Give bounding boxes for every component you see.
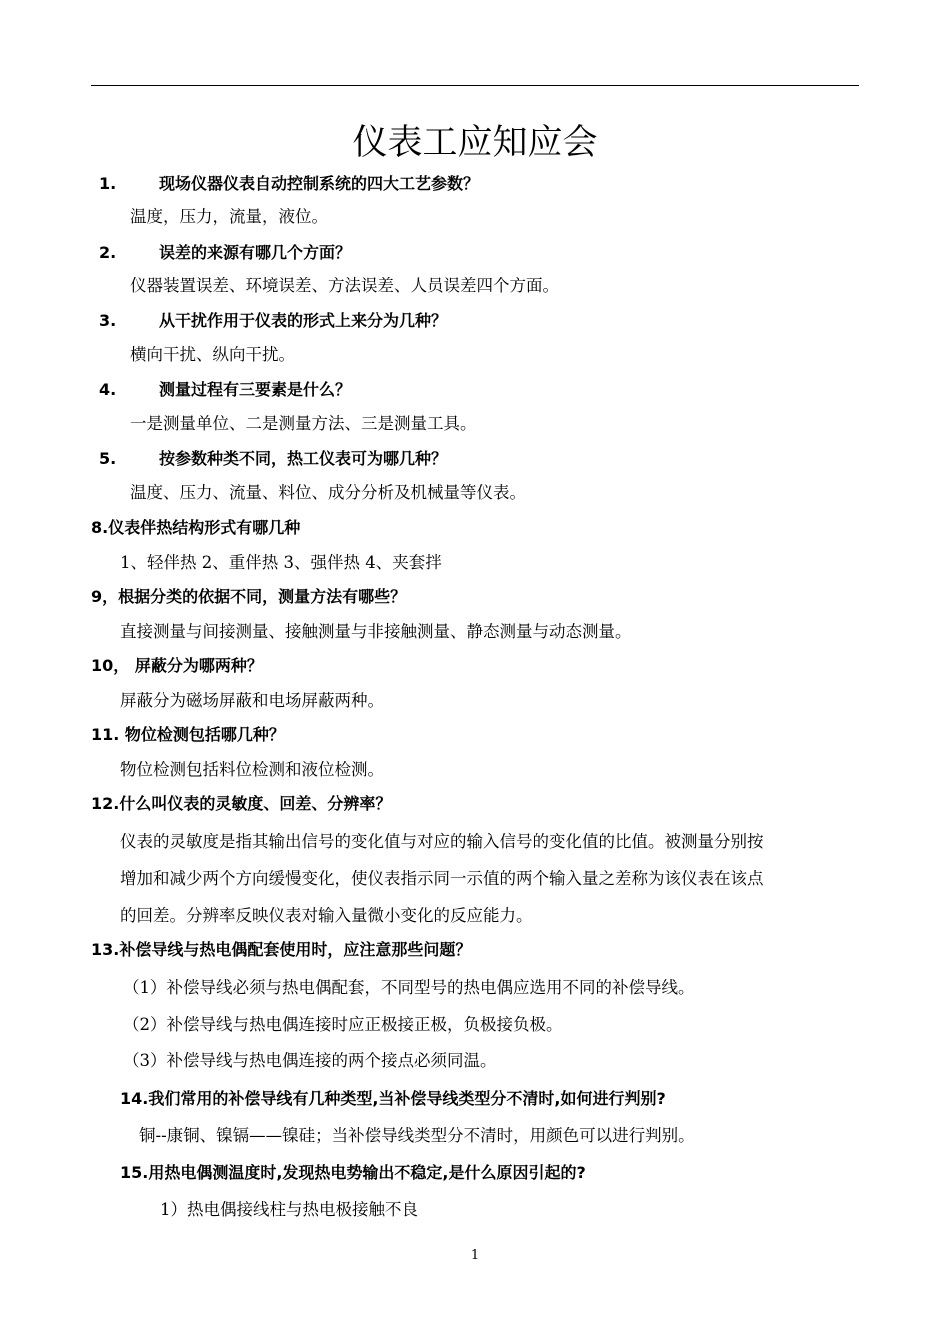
answer-line — [120, 689, 384, 713]
answer-text: 温度、压力、流量、料位、成分分析及机械量等仪表。 — [130, 483, 526, 502]
question-text: 8.仪表伴热结构形式有哪几种 — [91, 518, 301, 537]
question-number: 2. — [99, 243, 117, 262]
question-number: 3. — [99, 311, 117, 330]
answer-text: 仪表的灵敏度是指其输出信号的变化值与对应的输入信号的变化值的比值。被测量分别按 — [120, 832, 764, 851]
answer-text: 1）热电偶接线柱与热电极接触不良 — [160, 1200, 418, 1219]
answer-line — [130, 205, 328, 229]
question-text: 14.我们常用的补偿导线有几种类型,当补偿导线类型分不清时,如何进行判别? — [120, 1089, 666, 1108]
question-number: 4. — [99, 380, 117, 399]
answer-line — [120, 830, 764, 854]
question-line — [99, 172, 479, 196]
question-text: 13.补偿导线与热电偶配套使用时，应注意那些问题？ — [91, 940, 472, 959]
answer-text: 铜--康铜、镍镉——镍硅；当补偿导线类型分不清时，用颜色可以进行判别。 — [139, 1126, 695, 1145]
header-rule — [91, 85, 859, 86]
question-line — [120, 1161, 586, 1185]
question-number: 1. — [99, 174, 117, 193]
answer-line — [130, 274, 559, 298]
answer-text: 横向干扰、纵向干扰。 — [130, 345, 295, 364]
answer-text: （3）补偿导线与热电偶连接的两个接点必须同温。 — [123, 1051, 497, 1070]
question-text: 误差的来源有哪几个方面？ — [159, 243, 352, 262]
answer-line — [160, 1198, 418, 1222]
answer-line — [123, 1049, 497, 1073]
answer-line — [139, 1124, 695, 1148]
question-text: 11. 物位检测包括哪几种？ — [91, 725, 285, 744]
question-line — [99, 447, 447, 471]
question-text: 10， 屏蔽分为哪两种？ — [91, 656, 263, 675]
answer-text: 仪器装置误差、环境误差、方法误差、人员误差四个方面。 — [130, 276, 559, 295]
answer-text: （2）补偿导线与热电偶连接时应正极接正极，负极接负极。 — [123, 1015, 563, 1034]
question-text: 按参数种类不同，热工仪表可为哪几种？ — [159, 449, 448, 468]
answer-text: 的回差。分辨率反映仪表对输入量微小变化的反应能力。 — [120, 906, 533, 925]
question-text: 12.什么叫仪表的灵敏度、回差、分辨率？ — [91, 794, 392, 813]
answer-text: 温度，压力，流量，液位。 — [130, 207, 328, 226]
question-text: 从干扰作用于仪表的形式上来分为几种？ — [159, 311, 448, 330]
answer-line — [130, 412, 477, 436]
answer-line — [120, 904, 533, 928]
question-line — [91, 723, 285, 747]
question-line — [99, 378, 351, 402]
answer-line — [123, 1013, 563, 1037]
answer-line — [130, 343, 295, 367]
answer-text: 屏蔽分为磁场屏蔽和电场屏蔽两种。 — [120, 691, 384, 710]
question-text: 9，根据分类的依据不同，测量方法有哪些？ — [91, 587, 407, 606]
question-text: 现场仪器仪表自动控制系统的四大工艺参数？ — [159, 174, 480, 193]
question-line — [91, 792, 391, 816]
page-title: 仪表工应知应会 — [352, 123, 598, 163]
question-line — [99, 241, 351, 265]
answer-line — [120, 758, 384, 782]
question-line — [91, 585, 406, 609]
answer-text: 增加和减少两个方向缓慢变化，使仪表指示同一示值的两个输入量之差称为该仪表在该点 — [120, 869, 764, 888]
answer-line — [120, 551, 442, 575]
answer-line — [123, 976, 695, 1000]
question-line — [91, 938, 471, 962]
question-number: 5. — [99, 449, 117, 468]
answer-text: 物位检测包括料位检测和液位检测。 — [120, 760, 384, 779]
answer-text: 1、轻伴热 2、重伴热 3、强伴热 4、夹套拌 — [120, 553, 442, 572]
answer-line — [130, 481, 526, 505]
answer-text: （1）补偿导线必须与热电偶配套，不同型号的热电偶应选用不同的补偿导线。 — [123, 978, 695, 997]
question-line — [91, 654, 263, 678]
question-line — [120, 1087, 666, 1111]
answer-line — [120, 867, 764, 891]
question-text: 15.用热电偶测温度时,发现热电势输出不稳定,是什么原因引起的? — [120, 1163, 586, 1182]
question-line — [91, 516, 300, 540]
answer-text: 直接测量与间接测量、接触测量与非接触测量、静态测量与动态测量。 — [120, 622, 632, 641]
answer-line — [120, 620, 632, 644]
question-line — [99, 309, 447, 333]
page-number: 1 — [470, 1248, 480, 1263]
question-text: 测量过程有三要素是什么？ — [159, 380, 352, 399]
answer-text: 一是测量单位、二是测量方法、三是测量工具。 — [130, 414, 477, 433]
